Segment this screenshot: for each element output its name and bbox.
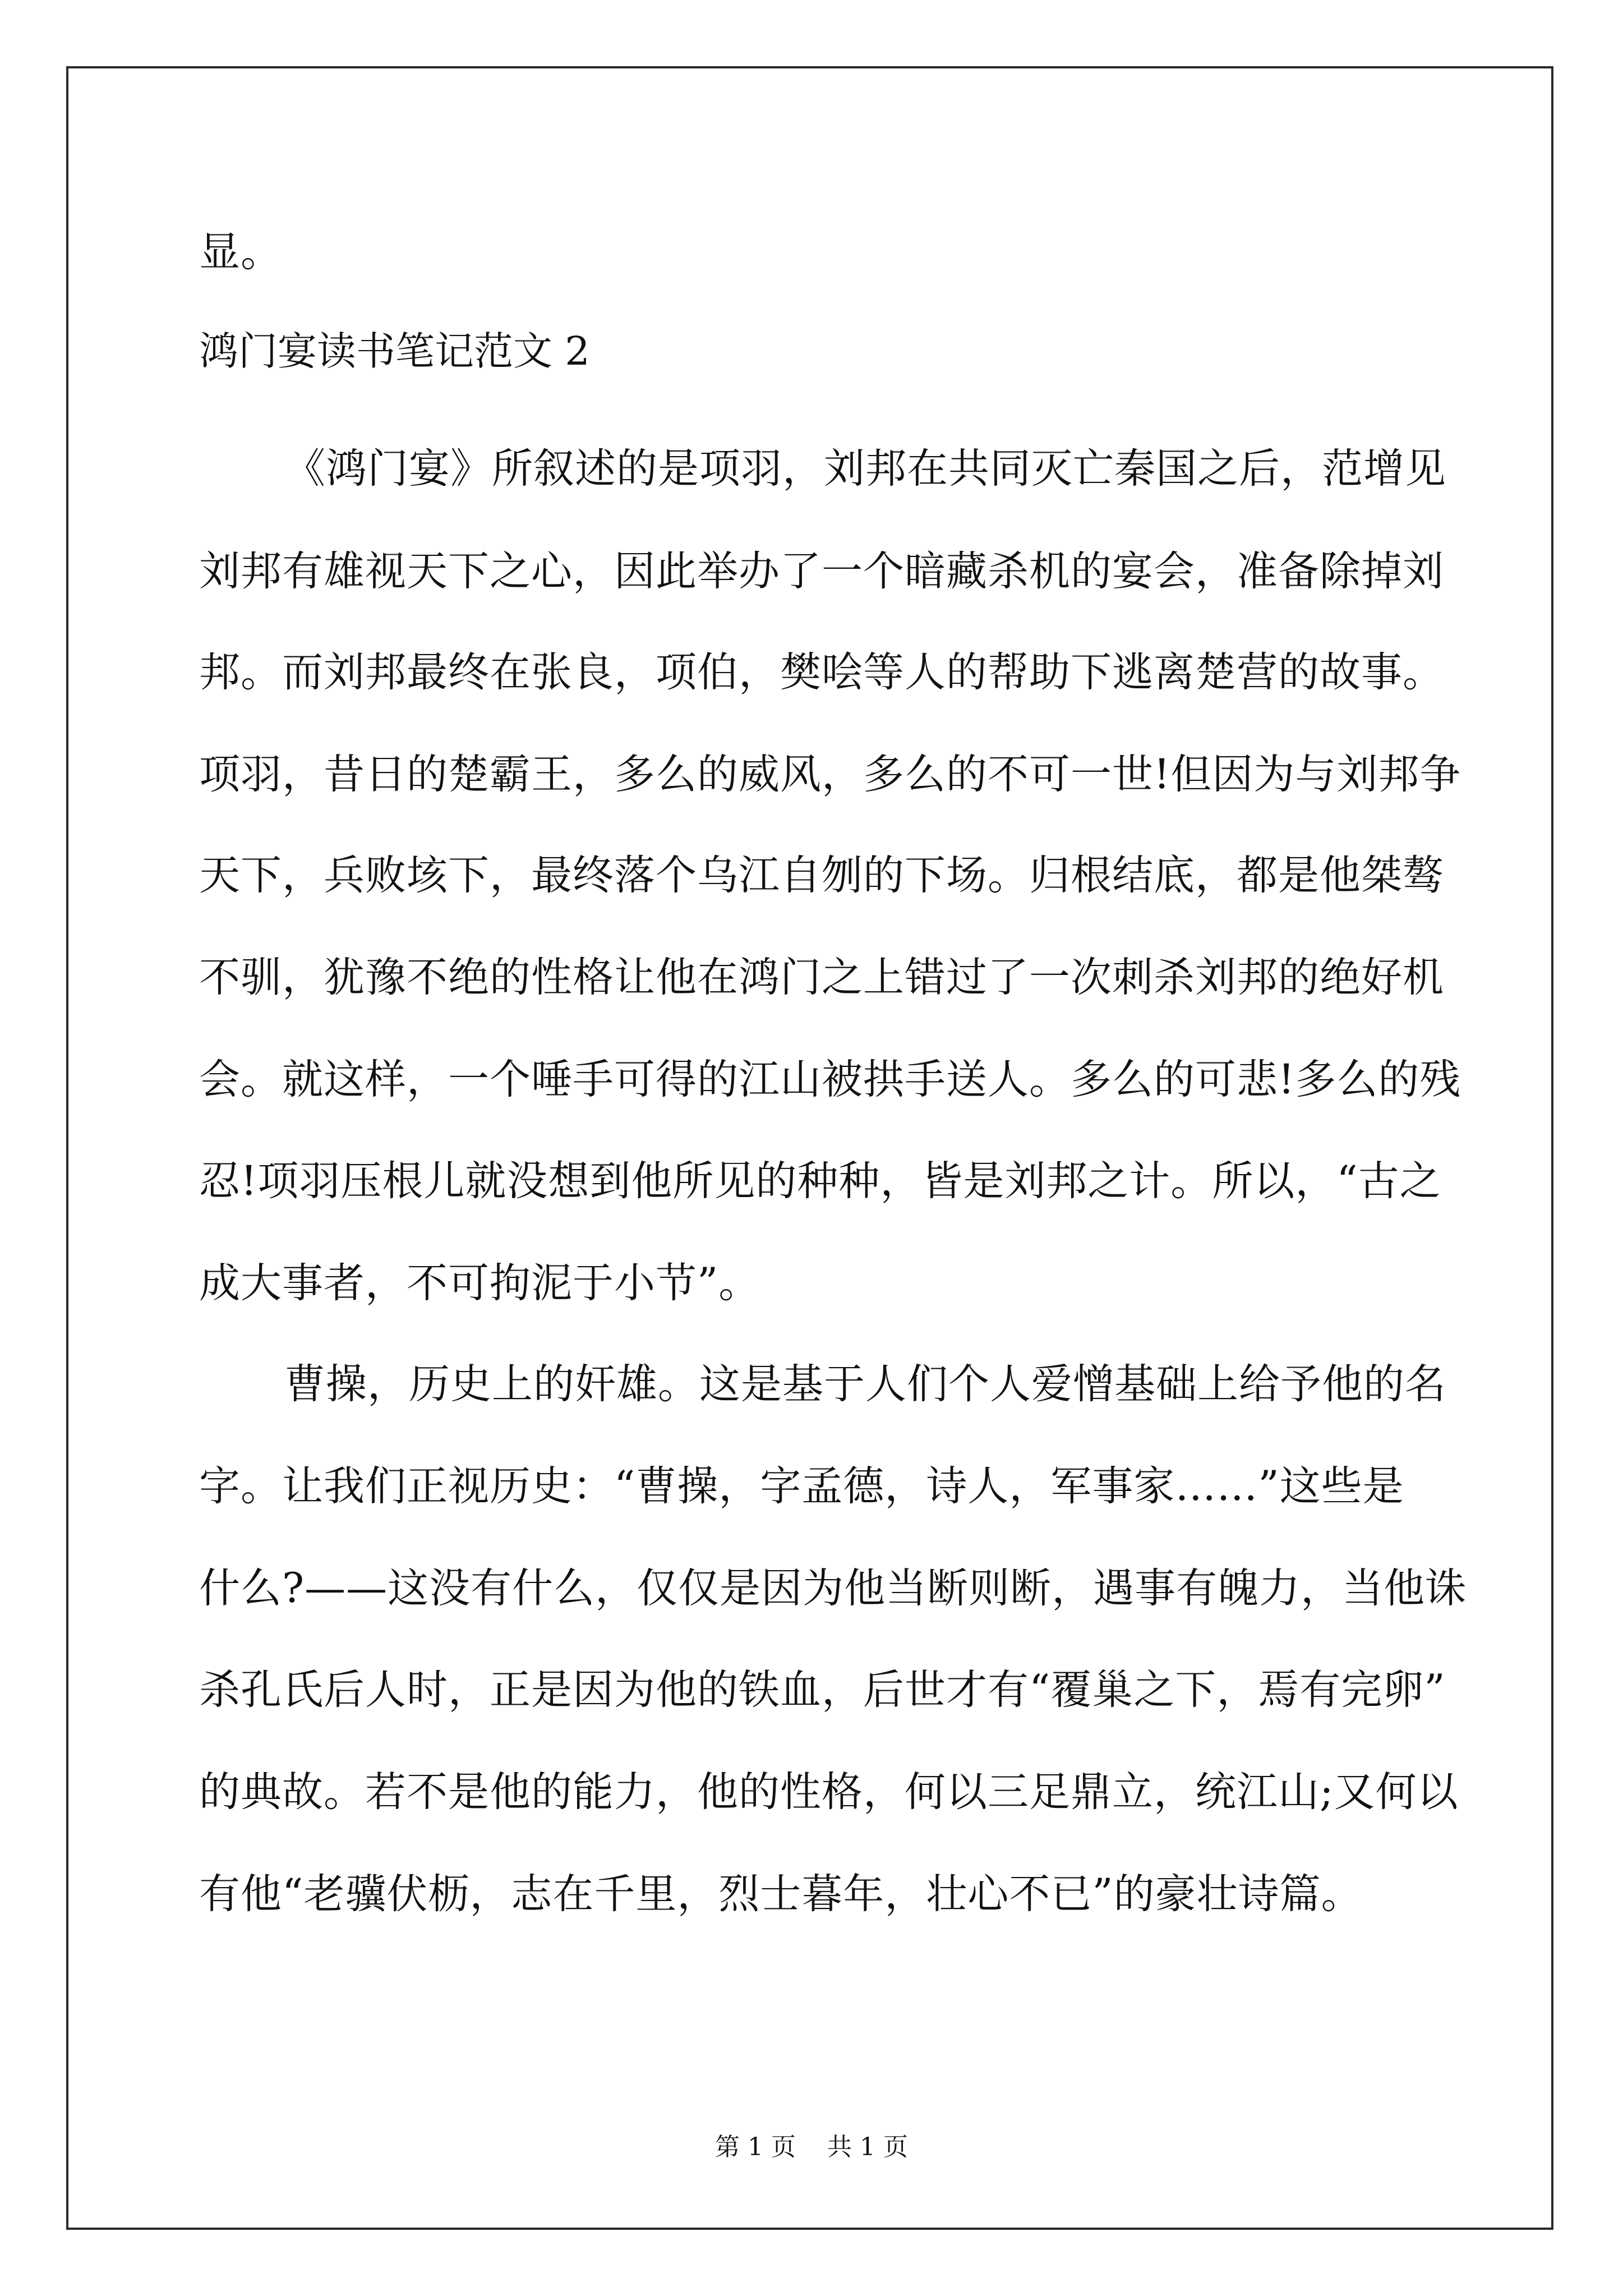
- page-number: 第 1 页: [715, 2133, 796, 2161]
- paragraph-2-line-2: 字。让我们正视历史：“曹操，字孟德，诗人，军事家……”这些是: [199, 1462, 1404, 1510]
- fragment-line: 显。: [199, 228, 282, 276]
- paragraph-1-line-6: 不驯，犹豫不绝的性格让他在鸿门之上错过了一次刺杀刘邦的绝好机: [199, 954, 1444, 1001]
- paragraph-1-line-4: 项羽，昔日的楚霸王，多么的威风，多么的不可一世!但因为与刘邦争: [199, 751, 1461, 798]
- page-footer: [0, 2131, 1623, 2164]
- document-heading: 鸿门宴读书笔记范文 2: [199, 328, 590, 374]
- paragraph-1-line-3: 邦。而刘邦最终在张良，项伯，樊哙等人的帮助下逃离楚营的故事。: [199, 648, 1444, 696]
- paragraph-1-line-8: 忍!项羽压根儿就没想到他所见的种种，皆是刘邦之计。所以，“古之: [199, 1157, 1441, 1205]
- paragraph-2-line-6: 有他“老骥伏枥，志在千里，烈士暮年，壮心不已”的豪壮诗篇。: [199, 1870, 1363, 1918]
- paragraph-1-line-2: 刘邦有雄视天下之心，因此举办了一个暗藏杀机的宴会，准备除掉刘: [199, 547, 1444, 595]
- paragraph-1-line-5: 天下，兵败垓下，最终落个乌江自刎的下场。归根结底，都是他桀骜: [199, 852, 1444, 899]
- paragraph-2-line-4: 杀孔氏后人时，正是因为他的铁血，后世才有“覆巢之下，焉有完卵”: [199, 1666, 1446, 1714]
- paragraph-1-line-9: 成大事者，不可拘泥于小节”。: [199, 1259, 760, 1307]
- paragraph-2-line-1: 曹操，历史上的奸雄。这是基于人们个人爱憎基础上给予他的名: [284, 1360, 1446, 1408]
- paragraph-2-line-5: 的典故。若不是他的能力，他的性格，何以三足鼎立，统江山;又何以: [199, 1768, 1459, 1816]
- page-total: 共 1 页: [827, 2133, 908, 2161]
- paragraph-2-line-3: 什么?——这没有什么，仅仅是因为他当断则断，遇事有魄力，当他诛: [199, 1565, 1467, 1612]
- paragraph-1-line-1: 《鸿门宴》所叙述的是项羽，刘邦在共同灭亡秦国之后，范增见: [284, 445, 1446, 493]
- paragraph-1-line-7: 会。就这样，一个唾手可得的江山被拱手送人。多么的可悲!多么的残: [199, 1056, 1461, 1103]
